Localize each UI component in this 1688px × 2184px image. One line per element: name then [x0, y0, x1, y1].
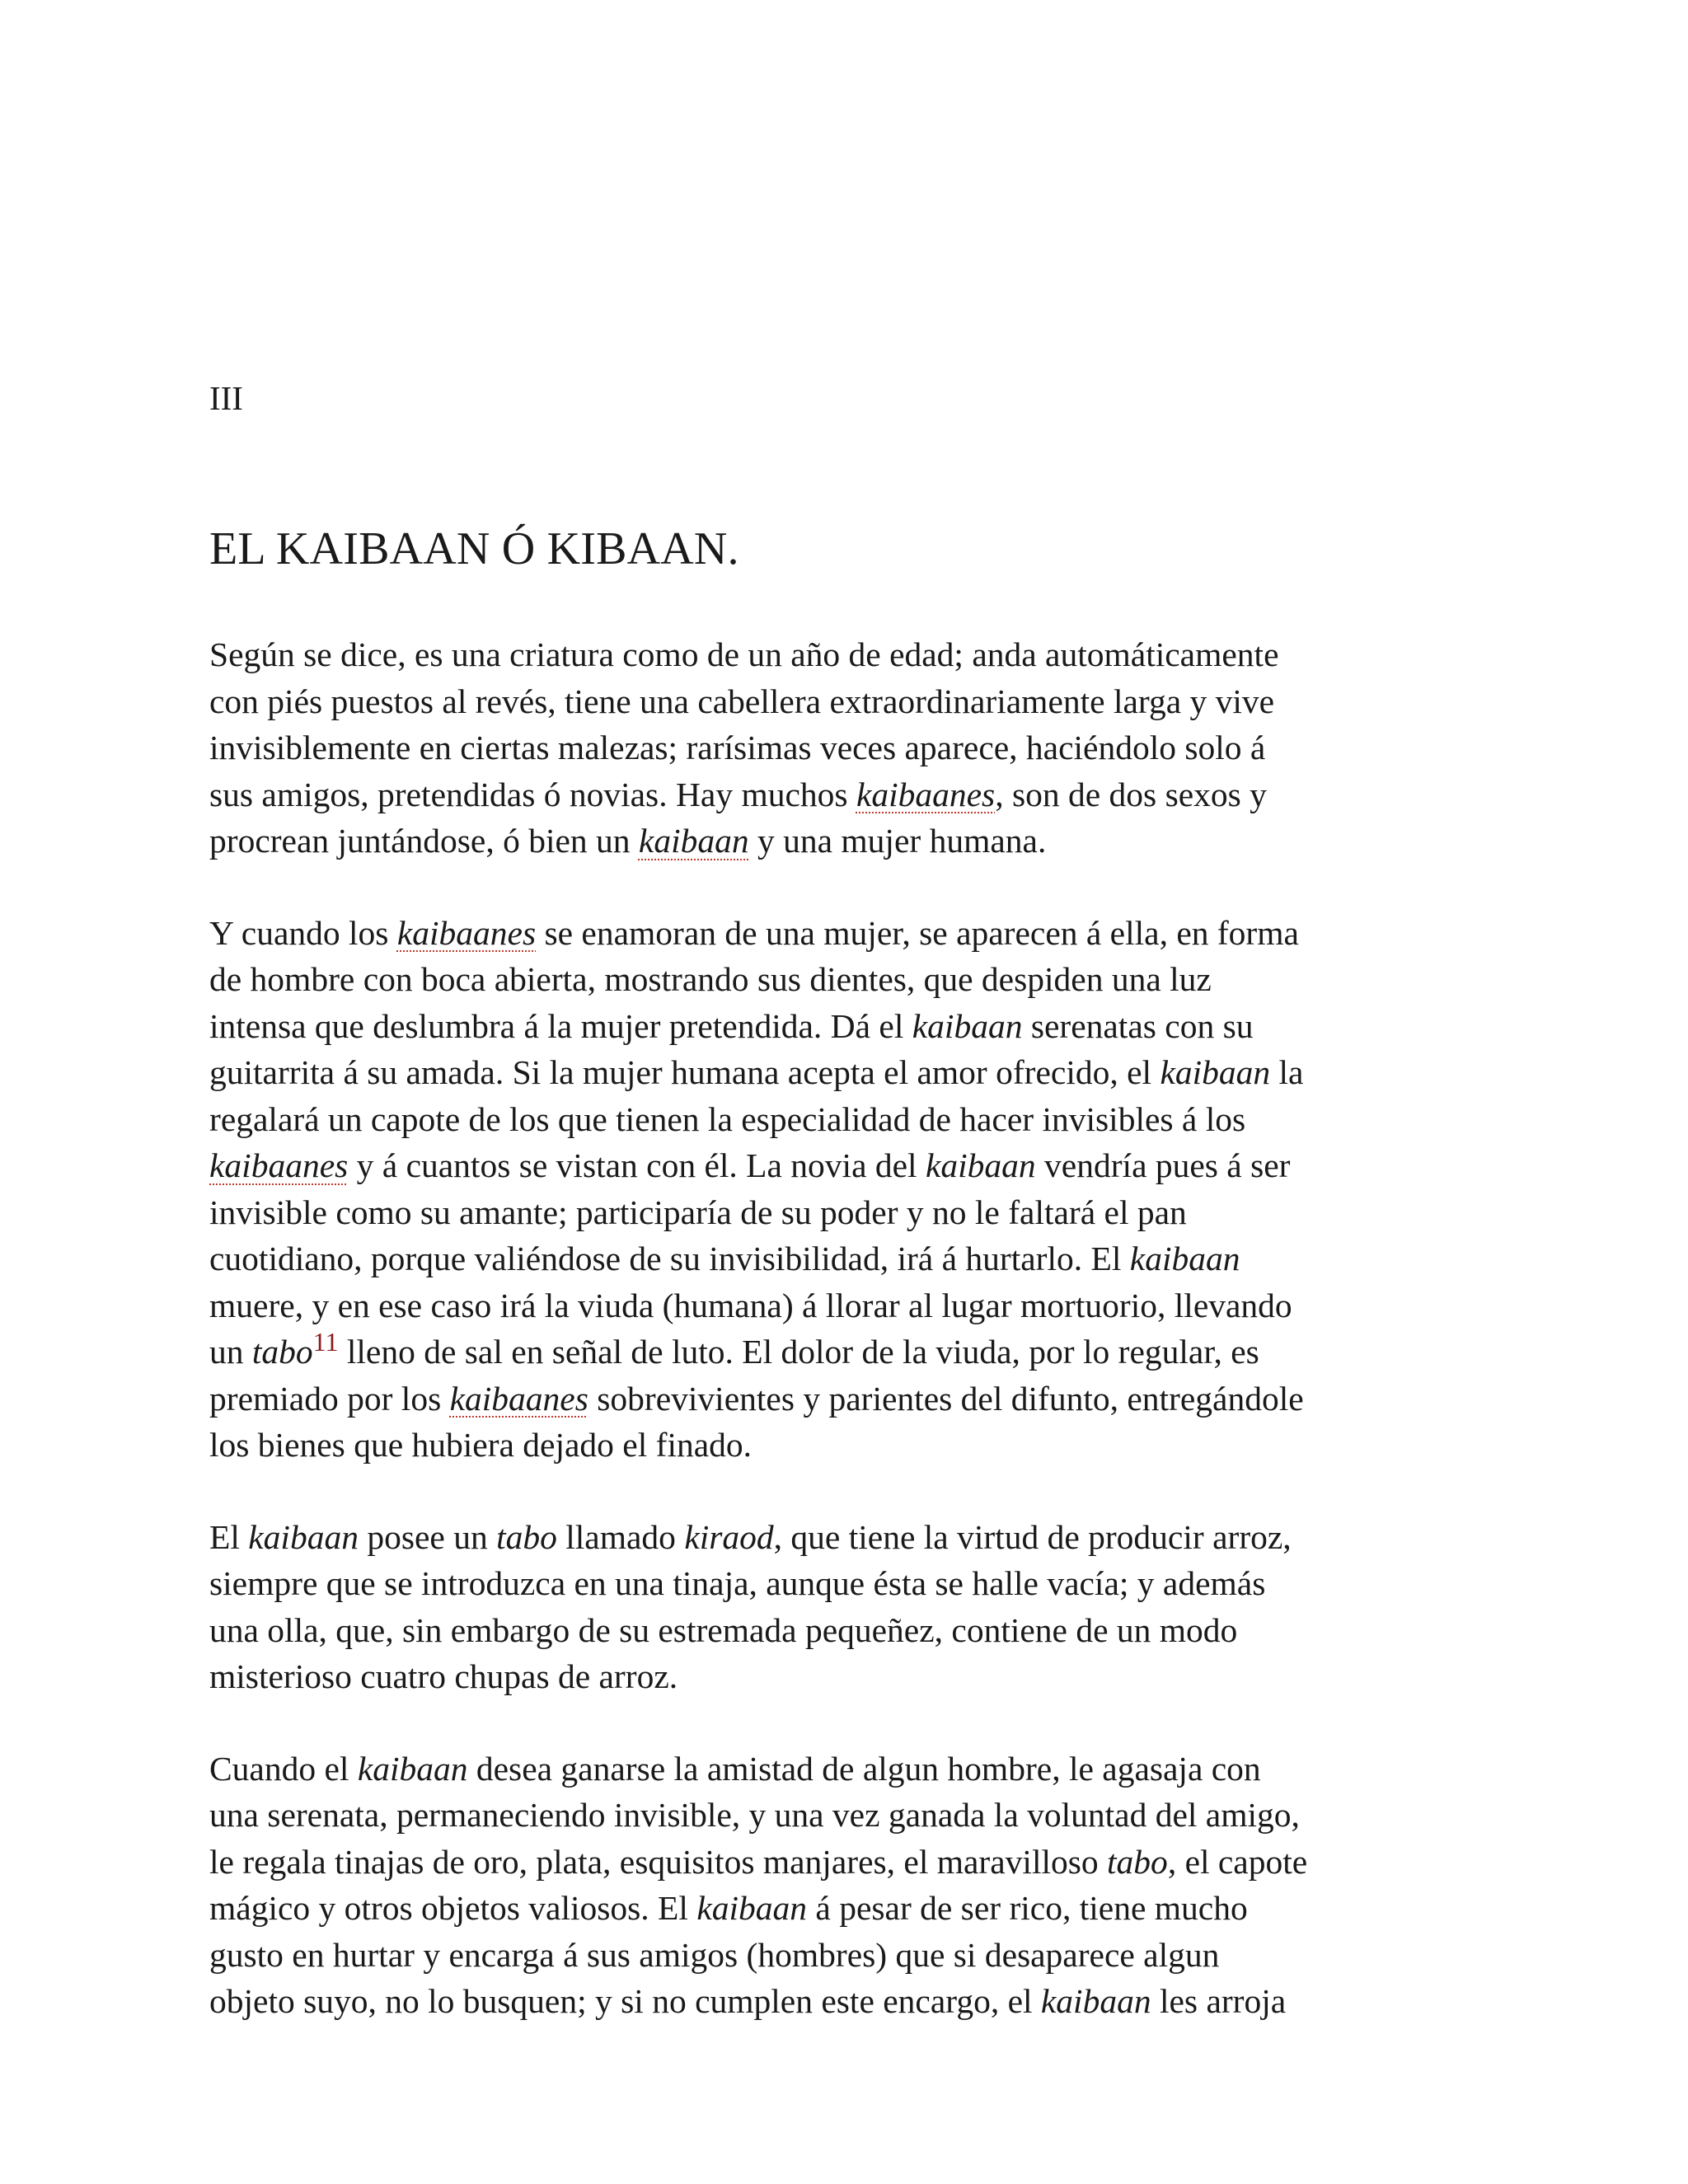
- text-line: [209, 1885, 1495, 1932]
- chapter-title: EL KAIBAAN Ó KIBAAN.: [209, 523, 739, 574]
- text-line: [209, 771, 1495, 818]
- text-run: invisible como su amante; participaría de su poder y no le faltará el pan: [209, 1193, 1187, 1231]
- italic-term: kaibaan: [1160, 1053, 1271, 1091]
- italic-term: kaibaan: [696, 1889, 808, 1927]
- text-run: vendría pues á ser: [1035, 1146, 1291, 1184]
- italic-term: kaibaan: [248, 1517, 359, 1556]
- italic-term: kaibaan: [925, 1146, 1036, 1184]
- text-line: [209, 724, 1495, 771]
- text-run: procrean juntándose, ó bien un: [209, 822, 639, 860]
- text-run: llamado: [556, 1517, 685, 1556]
- paragraph: [209, 1514, 1495, 1700]
- glossary-term-link[interactable]: kaibaanes: [396, 913, 537, 952]
- italic-term: kaibaan: [1040, 1982, 1151, 2020]
- text-run: , que tiene la virtud de producir arroz,: [773, 1517, 1292, 1556]
- text-run: sus amigos, pretendidas ó novias. Hay muchos: [209, 775, 856, 813]
- text-run: les arroja: [1151, 1982, 1287, 2020]
- text-line: [209, 1096, 1495, 1143]
- text-line: [209, 1189, 1495, 1236]
- text-line: [209, 1792, 1495, 1839]
- glossary-term-link[interactable]: kaibaanes: [449, 1379, 588, 1418]
- text-run: invisiblemente en ciertas malezas; rarísimas veces aparece, haciéndolo solo á: [209, 729, 1266, 766]
- text-run: Cuando el: [209, 1749, 358, 1788]
- text-run: una serenata, permaneciendo invisible, y una vez ganada la voluntad del amigo,: [209, 1796, 1300, 1834]
- text-run: gusto en hurtar y encarga á sus amigos (hombres) que si desaparece algun: [209, 1935, 1220, 1974]
- text-run: una olla, que, sin embargo de su estremada pequeñez, contiene de un modo: [209, 1610, 1238, 1649]
- text-run: le regala tinajas de oro, plata, esquisitos manjares, el maravilloso: [209, 1842, 1108, 1881]
- text-run: misterioso cuatro chupas de arroz.: [209, 1657, 678, 1695]
- text-run: con piés puestos al revés, tiene una cabellera extraordinariamente larga y vive: [209, 682, 1275, 720]
- text-line: [209, 1422, 1495, 1469]
- italic-term: tabo: [496, 1517, 557, 1556]
- text-run: , son de dos sexos y: [995, 775, 1267, 813]
- text-line: [209, 1235, 1495, 1282]
- text-run: un: [209, 1333, 252, 1371]
- italic-term: kiraod: [684, 1517, 774, 1556]
- text-line: [209, 1329, 1495, 1376]
- text-line: [209, 818, 1495, 865]
- text-run: , el capote: [1167, 1842, 1308, 1881]
- text-line: [209, 1514, 1495, 1561]
- text-run: posee un: [358, 1517, 497, 1556]
- text-run: muere, y en ese caso irá la viuda (humana) á llorar al lugar mortuorio, llevando: [209, 1286, 1292, 1324]
- text-run: guitarrita á su amada. Si la mujer humana acepta el amor ofrecido, el: [209, 1053, 1160, 1091]
- text-line: [209, 1049, 1495, 1096]
- text-line: [209, 1376, 1495, 1422]
- text-line: [209, 956, 1495, 1003]
- text-line: [209, 631, 1495, 678]
- text-run: de hombre con boca abierta, mostrando sus dientes, que despiden una luz: [209, 960, 1212, 998]
- text-run: regalará un capote de los que tienen la especialidad de hacer invisibles á los: [209, 1099, 1246, 1138]
- text-run: Según se dice, es una criatura como de un año de edad; anda automáticamente: [209, 635, 1279, 673]
- document-page: [209, 375, 1495, 2025]
- text-run: Y cuando los: [209, 913, 397, 952]
- text-line: [209, 1560, 1495, 1607]
- italic-term: tabo: [251, 1333, 313, 1371]
- body-text: [209, 631, 1495, 2025]
- text-run: y á cuantos se vistan con él. La novia del: [348, 1146, 926, 1184]
- text-run: El: [209, 1517, 249, 1556]
- text-run: premiado por los: [209, 1379, 450, 1418]
- text-line: [209, 910, 1495, 957]
- text-run: serenatas con su: [1022, 1006, 1254, 1045]
- text-line: [209, 1978, 1495, 2025]
- text-line: [209, 678, 1495, 725]
- text-run: cuotidiano, porque valiéndose de su invisibilidad, irá á hurtarlo. El: [209, 1240, 1130, 1277]
- paragraph: [209, 631, 1495, 865]
- footnote-reference-link[interactable]: 11: [312, 1327, 339, 1357]
- text-line: [209, 1839, 1495, 1886]
- paragraph: [209, 910, 1495, 1469]
- text-run: objeto suyo, no lo busquen; y si no cumplen este encargo, el: [209, 1982, 1041, 2020]
- text-line: [209, 1653, 1495, 1700]
- text-run: y una mujer humana.: [748, 822, 1047, 860]
- text-run: á pesar de ser rico, tiene mucho: [807, 1889, 1248, 1927]
- italic-term: kaibaan: [912, 1006, 1023, 1045]
- italic-term: kaibaan: [357, 1749, 468, 1788]
- text-line: [209, 1932, 1495, 1979]
- italic-term: kaibaan: [1129, 1240, 1240, 1277]
- text-run: intensa que deslumbra á la mujer pretendida. Dá el: [209, 1006, 912, 1045]
- text-line: [209, 1282, 1495, 1329]
- text-line: [209, 1746, 1495, 1793]
- text-line: [209, 1607, 1495, 1654]
- text-run: los bienes que hubiera dejado el finado.: [209, 1426, 753, 1464]
- chapter-number: III: [209, 379, 243, 417]
- text-run: lleno de sal en señal de luto. El dolor de la viuda, por lo regular, es: [338, 1333, 1259, 1371]
- text-line: [209, 1003, 1495, 1050]
- text-run: siempre que se introduzca en una tinaja, aunque ésta se halle vacía; y además: [209, 1564, 1266, 1602]
- italic-term: tabo: [1107, 1842, 1168, 1881]
- glossary-term-link[interactable]: kaibaanes: [856, 775, 996, 813]
- text-run: desea ganarse la amistad de algun hombre, le agasaja con: [467, 1749, 1261, 1788]
- text-run: la: [1270, 1053, 1304, 1091]
- text-run: se enamoran de una mujer, se aparecen á ella, en forma: [536, 913, 1299, 952]
- text-run: sobrevivientes y parientes del difunto, entregándole: [588, 1379, 1304, 1418]
- text-line: [209, 1142, 1495, 1189]
- text-run: mágico y otros objetos valiosos. El: [209, 1889, 697, 1927]
- glossary-term-link[interactable]: kaibaan: [638, 822, 749, 860]
- glossary-term-link[interactable]: kaibaanes: [209, 1146, 349, 1184]
- paragraph: [209, 1746, 1495, 2025]
